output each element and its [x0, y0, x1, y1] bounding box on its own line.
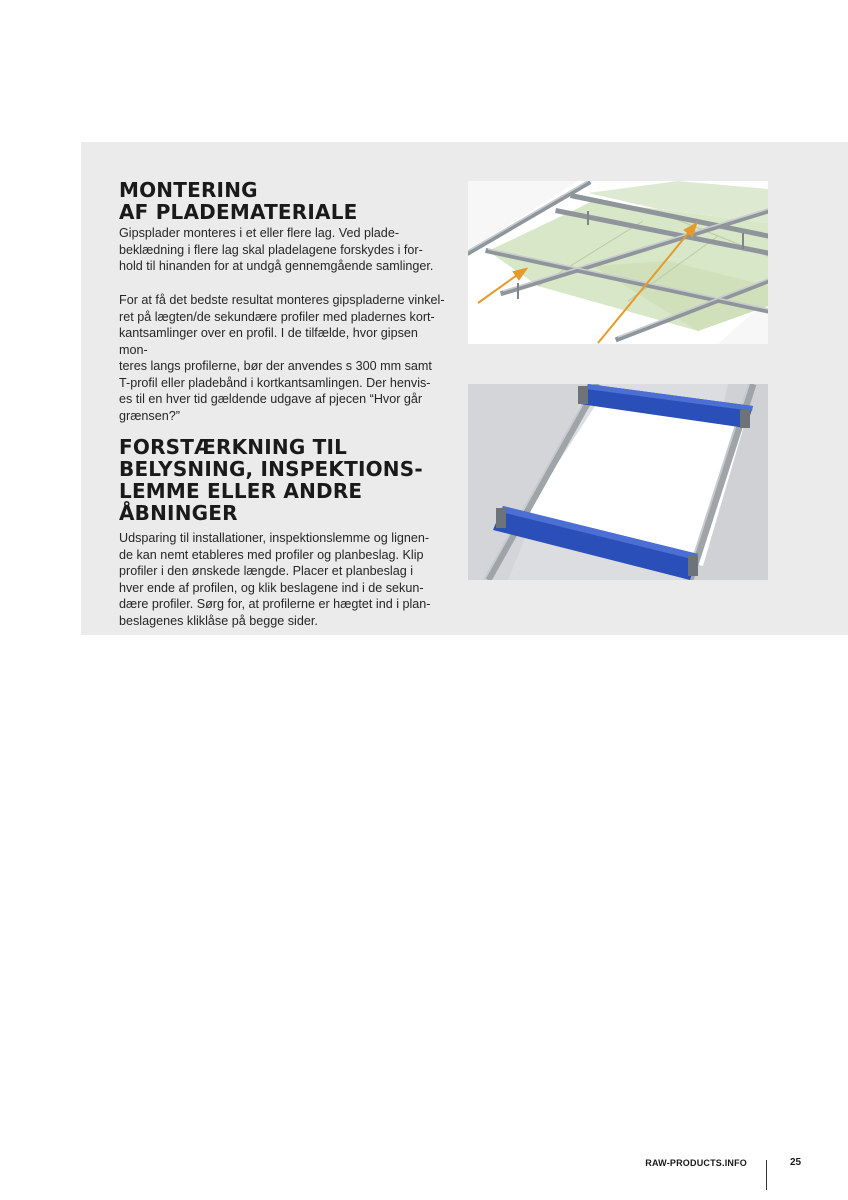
page-number: 25: [790, 1157, 802, 1168]
footer-website: RAW-PRODUCTS.INFO: [645, 1158, 747, 1168]
paragraph-plade-lag: Gipsplader monteres i et eller flere lag. Ved plade- beklædning i flere lag skal pladelagene forskydes i for- hold til hinanden for at undgå gennemgående samlinger.: [119, 226, 434, 273]
paragraph-bedste-resultat: For at få det bedste resultat monteres gipspladerne vinkel- ret på lægten/de sekundære profiler med pladernes kort- kantsamlinger over en profil. I de tilfælde, hvor gipsen mon- teres langs profilerne, bør der anvendes s 300 mm samt T-profil eller pladebånd i kortkantsamlingen. Der henvis- es til en hver tid gældende udgave af pjecen “Hvor går grænsen?”: [119, 293, 445, 423]
opening-reinforcement-illustration: [468, 384, 768, 580]
footer-divider: [766, 1160, 767, 1190]
heading-forstaerkning: FORSTÆRKNING TIL BELYSNING, INSPEKTIONS- LEMME ELLER ANDRE ÅBNINGER: [119, 435, 423, 525]
heading-montering: MONTERING AF PLADEMATERIALE: [119, 178, 358, 224]
ceiling-grid-illustration: [468, 181, 768, 344]
paragraph-udsparing: Udsparing til installationer, inspektionslemme og lignen- de kan nemt etableres med profiler og planbeslag. Klip profiler i den ønskede længde. Placer et planbeslag i hver ende af profilen, og klik beslagene ind i de sekun- dære profiler. Sørg for, at profilerne er hægtet ind i plan- beslagenes kliklåse på begge sider.: [119, 531, 431, 628]
